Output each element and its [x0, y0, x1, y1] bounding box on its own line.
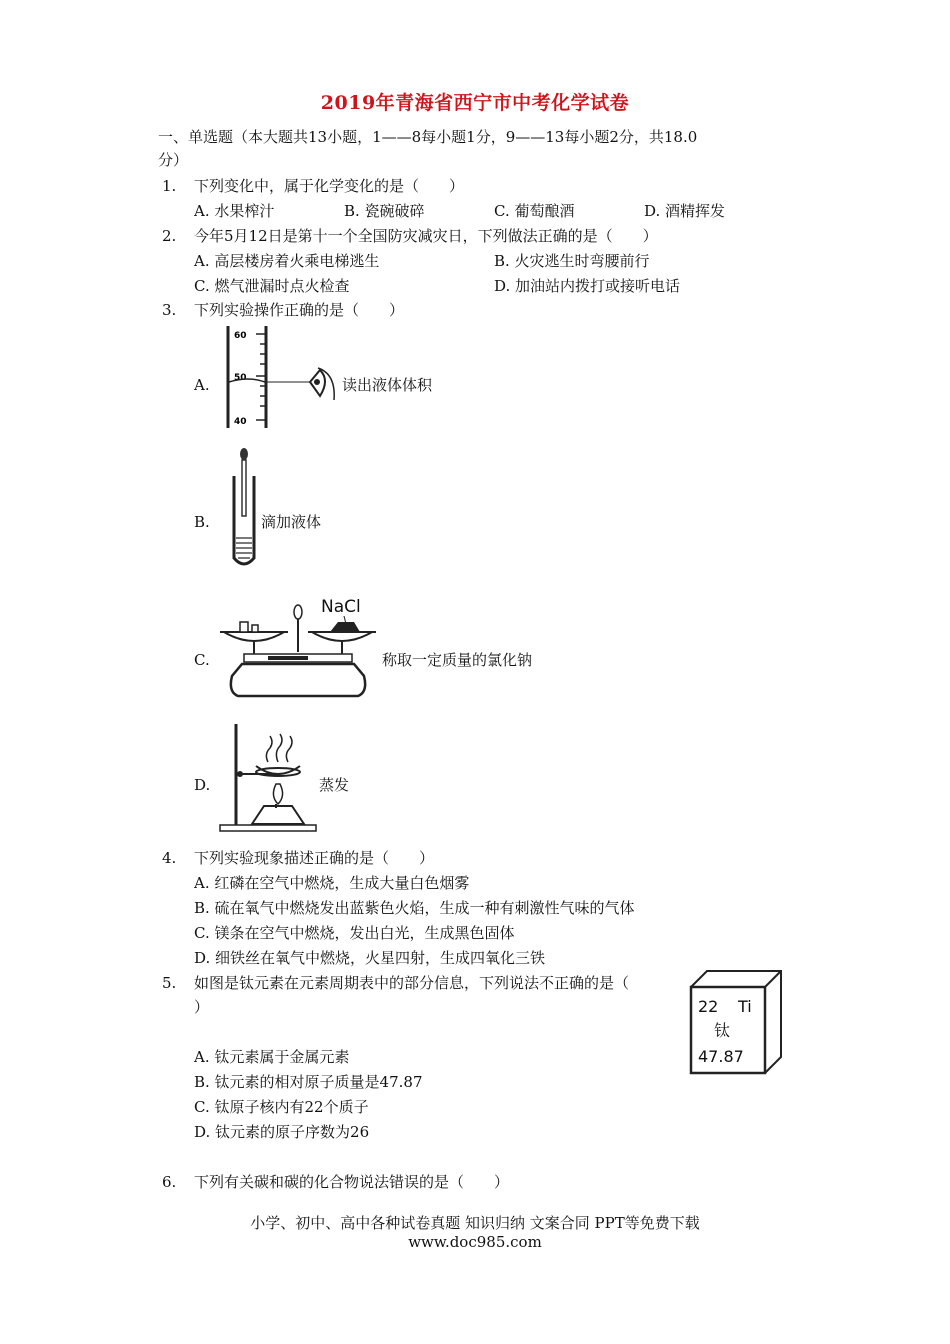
q3-number: 3.: [162, 301, 177, 319]
q5-option-b: B. 钛元素的相对原子质量是47.87: [194, 1073, 423, 1091]
tick-50: 50: [234, 373, 247, 383]
q1-stem: 下列变化中，属于化学变化的是（ ）: [194, 177, 465, 195]
q3-option-c-letter: C.: [194, 651, 210, 669]
flame-icon: [273, 784, 282, 804]
q4-number: 4.: [162, 849, 177, 867]
evaporation-figure: [218, 722, 318, 834]
q2-number: 2.: [162, 227, 177, 245]
q6-number: 6.: [162, 1173, 177, 1191]
q5-stem-cont: ）: [194, 998, 210, 1016]
q2-option-a: A. 高层楼房着火乘电梯逃生: [194, 252, 380, 270]
q3-option-d-letter: D.: [194, 776, 211, 794]
q5-stem: 如图是钛元素在元素周期表中的部分信息，下列说法不正确的是（: [194, 974, 630, 992]
cylinder-reading-figure: [218, 324, 348, 434]
section-heading: 一、单选题（本大题共13小题，1——8每小题1分，9——13每小题2分，共18.0: [158, 128, 698, 146]
q3-option-c-label: 称取一定质量的氯化钠: [382, 651, 533, 669]
q4-option-c: C. 镁条在空气中燃烧，发出白光，生成黑色固体: [194, 924, 515, 942]
tick-40: 40: [234, 417, 247, 427]
q6-stem: 下列有关碳和碳的化合物说法错误的是（ ）: [194, 1173, 510, 1191]
q4-stem: 下列实验现象描述正确的是（ ）: [194, 849, 435, 867]
q4-option-d: D. 细铁丝在氧气中燃烧，火星四射，生成四氧化三铁: [194, 949, 546, 967]
q5-option-a: A. 钛元素属于金属元素: [194, 1048, 350, 1066]
element-name: 钛: [714, 1021, 731, 1040]
footer-url[interactable]: www.doc985.com: [408, 1233, 542, 1251]
weight-icon: [240, 622, 248, 632]
atomic-number: 22: [698, 997, 719, 1016]
q2-stem: 今年5月12日是第十一个全国防灾减灾日，下列做法正确的是（ ）: [194, 227, 658, 245]
q1-option-a: A. 水果榨汁: [194, 202, 275, 220]
tick-60: 60: [234, 331, 247, 341]
q2-option-d: D. 加油站内拨打或接听电话: [494, 277, 681, 295]
q3-option-b-letter: B.: [194, 513, 210, 531]
q3-stem: 下列实验操作正确的是（ ）: [194, 301, 405, 319]
section-heading-cont: 分）: [158, 151, 189, 169]
atomic-mass: 47.87: [698, 1047, 744, 1066]
q2-option-b: B. 火灾逃生时弯腰前行: [494, 252, 650, 270]
q5-option-c: C. 钛原子核内有22个质子: [194, 1098, 369, 1116]
q4-option-a: A. 红磷在空气中燃烧，生成大量白色烟雾: [194, 874, 470, 892]
titanium-element-card: [688, 968, 784, 1078]
q1-option-b: B. 瓷碗破碎: [344, 202, 425, 220]
q3-option-d-label: 蒸发: [319, 776, 350, 794]
q5-number: 5.: [162, 974, 177, 992]
element-symbol: Ti: [738, 997, 752, 1016]
dropper-tube-figure: [226, 446, 262, 574]
q3-option-b-label: 滴加液体: [261, 513, 322, 531]
alcohol-lamp-icon: [252, 806, 304, 824]
q1-option-d: D. 酒精挥发: [644, 202, 726, 220]
q4-option-b: B. 硫在氧气中燃烧发出蓝紫色火焰，生成一种有刺激性气味的气体: [194, 899, 635, 917]
q1-number: 1.: [162, 177, 177, 195]
exam-title: 2019年青海省西宁市中考化学试卷: [320, 92, 630, 114]
q5-option-d: D. 钛元素的原子序数为26: [194, 1123, 370, 1141]
q2-option-c: C. 燃气泄漏时点火检查: [194, 277, 350, 295]
q3-option-a-letter: A.: [194, 376, 210, 394]
nacl-label: NaCl: [321, 597, 361, 617]
balance-figure: [218, 592, 383, 712]
q3-option-a-label: 读出液体体积: [342, 376, 433, 394]
q1-option-c: C. 葡萄酿酒: [494, 202, 575, 220]
footer-promo: 小学、初中、高中各种试卷真题 知识归纳 文案合同 PPT等免费下载: [250, 1214, 700, 1232]
rubber-bulb-icon: [240, 448, 248, 460]
